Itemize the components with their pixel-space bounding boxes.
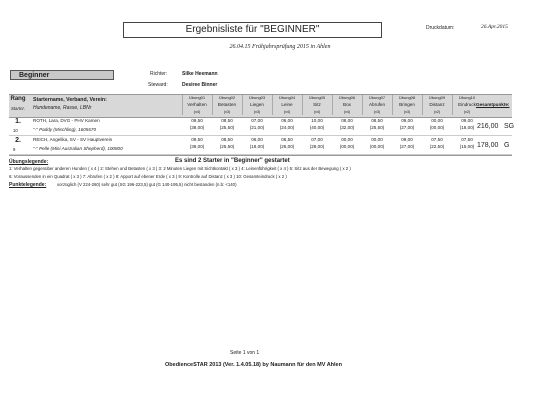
weighted-score-cell: (27,00) (399, 144, 415, 149)
druckdatum-label: Druckdatum: (426, 25, 455, 31)
weighted-score-cell: (25,50) (219, 144, 235, 149)
exercise-number: Übung10 (458, 95, 476, 100)
weighted-score-cell: (32,00) (339, 125, 355, 130)
weighted-score-cell: (15,00) (459, 144, 475, 149)
row-divider (9, 135, 512, 136)
exercise-coefficient: (x4) (313, 110, 321, 114)
start-number: 10 (13, 128, 18, 133)
score-cell: 08,00 (341, 118, 353, 123)
exercise-coefficient: (x3) (223, 110, 231, 114)
starter-name: ROTH, Lara, DVG - PHV Kamen (33, 118, 100, 123)
score-cell: 06,00 (251, 137, 263, 142)
score-cell: 06,50 (281, 137, 293, 142)
exercise-number: Übung09 (428, 95, 446, 100)
weighted-score-cell: (26,00) (279, 144, 295, 149)
score-cell: 07,50 (461, 137, 473, 142)
exercise-coefficient: (x2) (463, 110, 471, 114)
weighted-score-cell: (38,00) (189, 144, 205, 149)
weighted-score-cell: (25,50) (219, 125, 235, 130)
rank-value: 2. (15, 137, 21, 144)
steward-label: Steward: (148, 82, 168, 88)
steward-value: Desiree Binner (182, 82, 218, 88)
score-cell: 07,00 (251, 118, 263, 123)
exercise-name: Distanz (429, 102, 445, 107)
exercise-name: Verhalten (187, 102, 207, 107)
exercise-name: Eindruck (458, 102, 476, 107)
total-score: 216,00 (477, 123, 499, 130)
software-footer: ObedienceSTAR 2013 (Ver. 1.4.05.18) by Naumann für den MV Ahlen (165, 362, 342, 368)
punkte-legend-text: vorzüglich (V 224-260) sehr gut (SG 196-223,5) gut (G 140-195,5) nicht bestanden (n.b: <140) (57, 182, 237, 187)
column-divider (212, 95, 213, 115)
exercise-number: Übung01 (188, 95, 206, 100)
starter-header: Startername, Verband, Verein: (33, 97, 107, 103)
score-cell: 00,00 (371, 137, 383, 142)
startnr-header: Startnr. (11, 106, 25, 111)
column-divider (392, 95, 393, 115)
score-cell: 09,00 (461, 118, 473, 123)
weighted-score-cell: (40,00) (309, 125, 325, 130)
score-cell: 08,50 (221, 118, 233, 123)
dog-name: "-" Paddy (Mischling), 1605670 (33, 127, 97, 132)
score-cell: 09,50 (191, 137, 203, 142)
score-cell: 00,00 (341, 137, 353, 142)
exercise-number: Übung04 (278, 95, 296, 100)
score-cell: 10,00 (311, 118, 323, 123)
exercise-number: Übung03 (248, 95, 266, 100)
druckdatum-value: 26.Apr.2015 (481, 24, 508, 30)
weighted-score-cell: (18,00) (249, 144, 265, 149)
legend-line-2: 6: Voraussenden in ein Quadrat ( x 3 ) 7: Abrufen ( x 2 ) 8: Apport auf ebener Erde ( x 3 ) 9: Kontrolle auf Distanz ( x 3 ) 10: Gesamteindruck ( x 2 ) (9, 174, 287, 179)
richter-label: Richter: (150, 71, 168, 77)
weighted-score-cell: (28,00) (309, 144, 325, 149)
column-divider (182, 95, 183, 115)
exercise-name: Leine (281, 102, 293, 107)
event-subtitle: 26.04.15 Frühjahrsprüfung 2015 in Ahlen (229, 44, 331, 50)
start-number: 9 (13, 147, 16, 152)
column-divider (242, 95, 243, 115)
exercise-name: Box (343, 102, 351, 107)
richter-value: Silke Heemann (182, 71, 218, 77)
exercise-coefficient: (x4) (283, 110, 291, 114)
exercise-coefficient: (x3) (403, 110, 411, 114)
rang-header: Rang (10, 96, 26, 102)
weighted-score-cell: (27,00) (399, 125, 415, 130)
column-divider (272, 95, 273, 115)
weighted-score-cell: (22,50) (429, 144, 445, 149)
score-cell: 07,50 (431, 137, 443, 142)
exercise-number: Übung02 (218, 95, 236, 100)
score-cell: 09,00 (401, 118, 413, 123)
gesamt-header: Gesamtpunkte: (476, 102, 510, 107)
exercise-number: Übung05 (308, 95, 326, 100)
page-title: Ergebnisliste für "BEGINNER" (123, 22, 382, 38)
score-cell: 09,50 (191, 118, 203, 123)
exercise-coefficient: (x4) (343, 110, 351, 114)
hund-header: Hundename, Rasse, LBNr (33, 105, 92, 111)
exercise-name: Abrufen (368, 102, 386, 107)
grade-value: G (504, 142, 510, 149)
exercise-name: Betasten (217, 102, 237, 107)
score-cell: 08,50 (221, 137, 233, 142)
legend-line-1: 1: Verhalten gegenüber anderen Hunden ( x 4 ) 2: Stehen und Betasten ( x 3 ) 3: 2 Minuten Liegen mit Sichtkontakt ( x 3 ) 4: Leinenführigkeit ( x 4 ) 5: Sitz aus der Bewegung ( x 2 ) (9, 166, 351, 171)
exercise-coefficient: (x4) (193, 110, 201, 114)
score-cell: 06,00 (281, 118, 293, 123)
score-cell: 07,00 (311, 137, 323, 142)
exercise-name: Liegen (250, 102, 264, 107)
score-cell: 00,00 (431, 118, 443, 123)
total-score: 178,00 (477, 142, 499, 149)
page-number: Seite 1 von 1 (230, 350, 260, 356)
score-cell: 08,50 (371, 118, 383, 123)
column-divider (332, 95, 333, 115)
weighted-score-cell: (24,00) (279, 125, 295, 130)
weighted-score-cell: (00,00) (339, 144, 355, 149)
weighted-score-cell: (25,50) (369, 125, 385, 130)
weighted-score-cell: (38,00) (189, 125, 205, 130)
starter-name: REICH, Angelika, SV - SV Hauptverein (33, 137, 113, 142)
punkte-legend-label: Punktelegende: (9, 182, 47, 188)
weighted-score-cell: (18,00) (459, 125, 475, 130)
rank-value: 1. (15, 118, 21, 125)
column-divider (422, 95, 423, 115)
table-bottom-line (9, 155, 512, 156)
exercise-coefficient: (x2) (433, 110, 441, 114)
column-divider (362, 95, 363, 115)
column-divider (452, 95, 453, 115)
score-cell: 09,00 (401, 137, 413, 142)
uebungs-legend-label: Übungslegende: (9, 159, 49, 165)
weighted-score-cell: (00,00) (369, 144, 385, 149)
exercise-number: Übung06 (338, 95, 356, 100)
exercise-coefficient: (x3) (253, 110, 261, 114)
exercise-number: Übung08 (398, 95, 416, 100)
exercise-coefficient: (x3) (373, 110, 381, 114)
exercise-name: Bringen (399, 102, 415, 107)
exercise-number: Übung07 (368, 95, 386, 100)
weighted-score-cell: (00,00) (429, 125, 445, 130)
exercise-name: Sitz (313, 102, 321, 107)
class-label: Beginner (10, 70, 114, 80)
grade-value: SG (504, 123, 515, 130)
starter-count: Es sind 2 Starter in "Beginner" gestartet (175, 158, 290, 164)
column-divider (302, 95, 303, 115)
dog-name: "-" Pelle (Mini Australian Shepherd), 100800 (33, 146, 123, 151)
weighted-score-cell: (21,00) (249, 125, 265, 130)
